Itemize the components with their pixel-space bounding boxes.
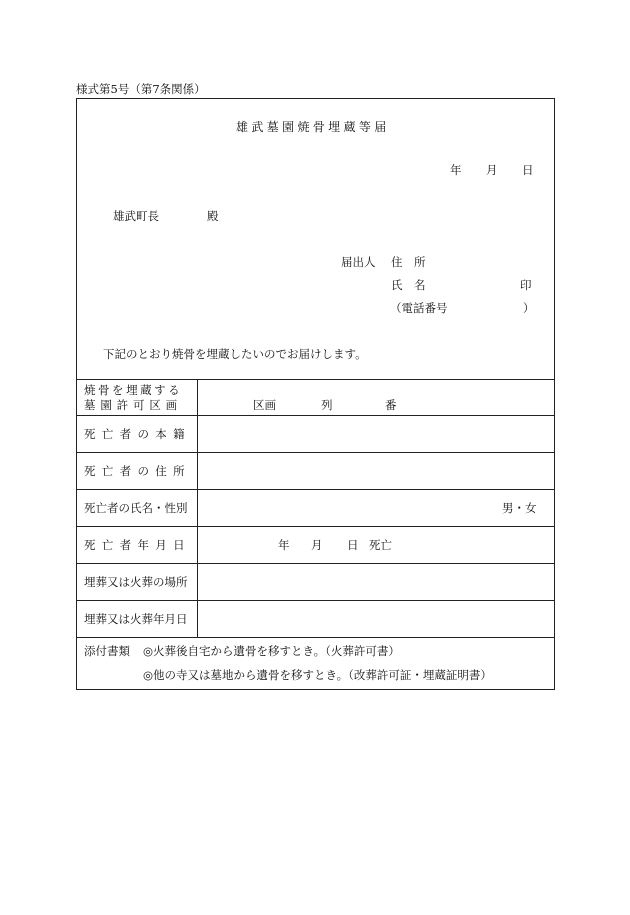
- addressee-name: 雄武町長: [113, 209, 159, 223]
- table-line: [77, 600, 554, 601]
- domicile-label: 死亡者の本籍: [84, 427, 191, 441]
- table-divider: [197, 379, 198, 637]
- applicant-name-label: 氏 名: [391, 278, 426, 292]
- plot-section: 区画: [253, 398, 276, 412]
- table-line: [77, 563, 554, 564]
- intro-text: 下記のとおり焼骨を埋蔵したいのでお届けします。: [103, 347, 367, 361]
- table-line: [77, 489, 554, 490]
- gender-options: 男・女: [502, 501, 537, 515]
- plot-column: 列: [321, 398, 333, 412]
- place-label: 埋葬又は火葬の場所: [84, 575, 188, 589]
- submission-day: 日: [522, 163, 534, 177]
- applicant-phone-close: ）: [523, 301, 535, 315]
- table-line: [77, 637, 554, 638]
- death-month: 月: [311, 538, 323, 552]
- table-line: [77, 379, 554, 380]
- table-line: [77, 415, 554, 416]
- death-suffix: 死亡: [369, 538, 392, 552]
- applicant-address-label: 住 所: [391, 255, 426, 269]
- applicant-phone-open: （電話番号: [390, 301, 448, 315]
- submission-month: 月: [486, 163, 498, 177]
- applicant-seal: 印: [520, 278, 532, 292]
- death-year: 年: [278, 538, 290, 552]
- attachment-item-2: ◎他の寺又は墓地から遺骨を移すとき。（改葬許可証・埋蔵証明書）: [143, 668, 492, 682]
- submission-year: 年: [450, 163, 462, 177]
- table-line: [77, 452, 554, 453]
- name-gender-label: 死亡者の氏名・性別: [84, 501, 188, 515]
- form-title: 雄武墓園焼骨埋蔵等届: [236, 120, 390, 134]
- death-date-label: 死亡者年月日: [84, 538, 191, 552]
- table-line: [77, 526, 554, 527]
- address-label: 死亡者の住所: [84, 464, 191, 478]
- plot-label-line2: 墓園許可区画: [84, 398, 182, 412]
- burial-date-label: 埋葬又は火葬年月日: [84, 612, 188, 626]
- form-number: 様式第5号（第7条関係）: [76, 82, 206, 96]
- attachment-item-1: ◎火葬後自宅から遺骨を移すとき。（火葬許可書）: [143, 644, 400, 658]
- application-form: [76, 98, 555, 690]
- death-day: 日: [347, 538, 359, 552]
- plot-number: 番: [385, 398, 397, 412]
- applicant-label: 届出人: [341, 255, 376, 269]
- plot-label-line1: 焼骨を埋蔵する: [84, 383, 183, 397]
- attachments-label: 添付書類: [84, 644, 130, 658]
- addressee-honorific: 殿: [207, 209, 219, 223]
